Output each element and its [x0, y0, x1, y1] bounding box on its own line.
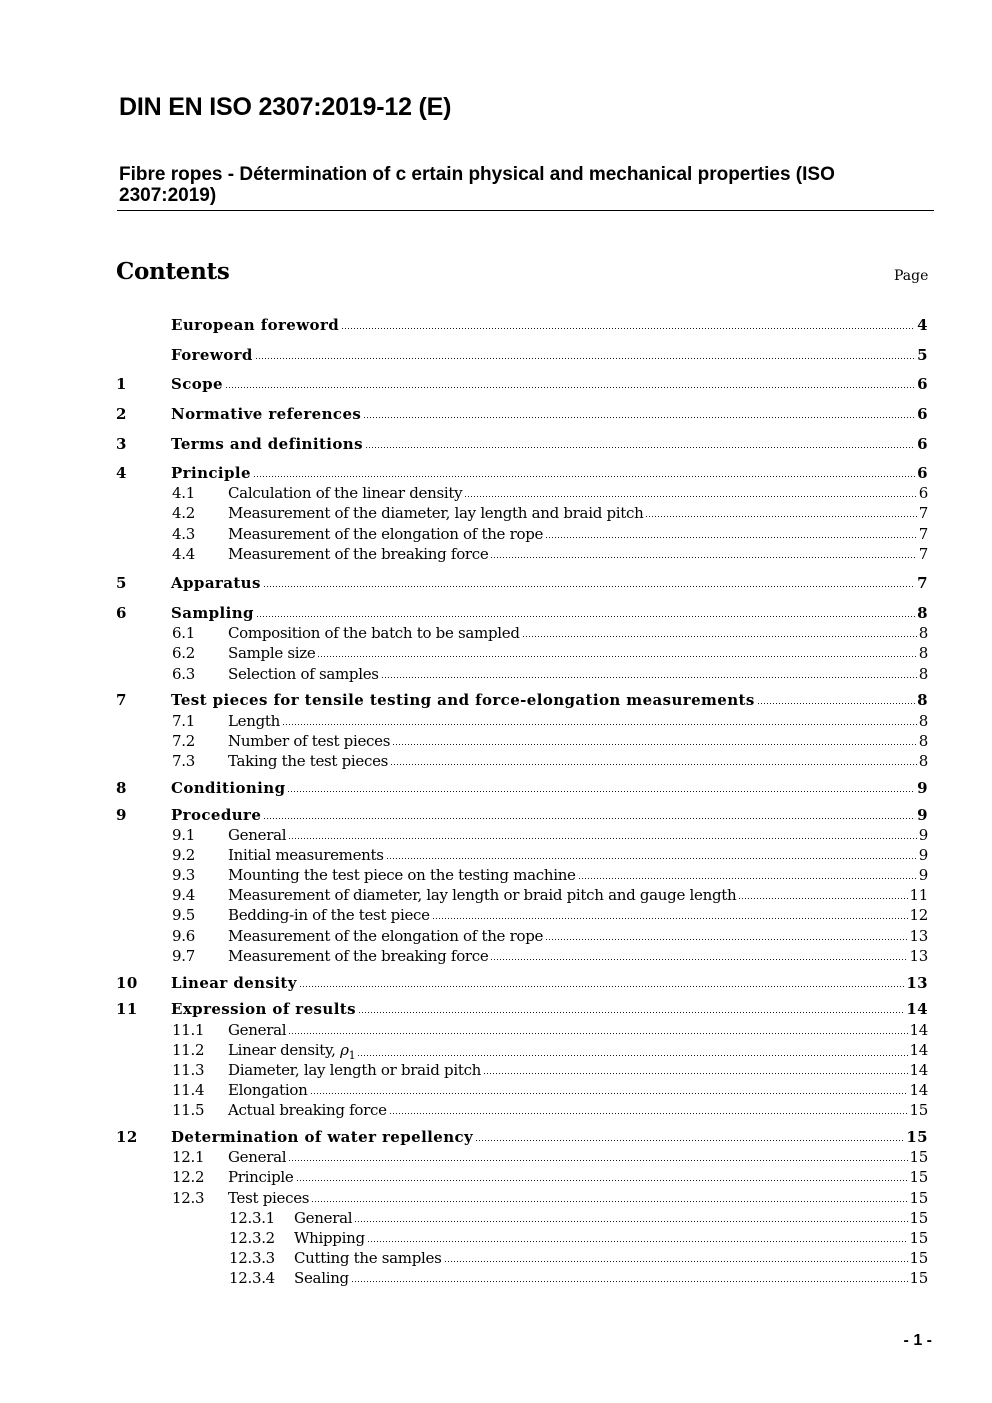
table-of-contents	[116, 0, 928, 1403]
toc-entry[interactable]	[116, 1248, 928, 1268]
toc-entry[interactable]	[116, 603, 928, 623]
toc-entry-title: Measurement of the breaking force	[228, 947, 489, 965]
toc-entry[interactable]	[116, 1188, 928, 1208]
toc-entry-number: 6.3	[172, 665, 195, 683]
dot-leader	[444, 1260, 908, 1263]
rho-symbol: ρ	[340, 1041, 349, 1059]
toc-entry-title: European foreword	[171, 316, 340, 334]
toc-entry[interactable]	[116, 573, 928, 593]
toc-entry-page: 14	[909, 1081, 928, 1099]
toc-entry-title: Measurement of diameter, lay length or braid pitch and gauge length	[228, 886, 737, 904]
toc-entry-page: 4	[917, 316, 928, 334]
toc-entry-title: Measurement of the breaking force	[228, 545, 489, 563]
dot-leader	[358, 1011, 904, 1014]
document-title: Fibre ropes - Détermination of c ertain physical and mechanical properties (ISO 2307:2019)	[119, 164, 835, 206]
toc-entry-title: Normative references	[171, 405, 362, 423]
toc-entry-page: 6	[918, 484, 928, 502]
toc-entry[interactable]	[116, 664, 928, 684]
dot-leader	[475, 1139, 904, 1142]
toc-entry-page: 7	[918, 545, 928, 563]
toc-entry-number: 11.4	[172, 1081, 205, 1099]
toc-entry[interactable]	[116, 1040, 928, 1060]
toc-entry-number: 9.1	[172, 826, 195, 844]
dot-leader	[317, 655, 916, 658]
dot-leader	[738, 897, 907, 900]
toc-entry-title: Cutting the samples	[294, 1249, 442, 1267]
toc-entry-number: 9.2	[172, 846, 195, 864]
toc-entry-number: 9.6	[172, 927, 195, 945]
dot-leader	[390, 763, 917, 766]
toc-entry-page: 13	[906, 974, 928, 992]
toc-entry-number: 7	[116, 691, 127, 709]
toc-entry-page: 6	[917, 375, 928, 393]
toc-entry[interactable]	[116, 623, 928, 643]
toc-entry-number: 11.3	[172, 1061, 205, 1079]
toc-entry-title: Diameter, lay length or braid pitch	[228, 1061, 482, 1079]
toc-entry-title: Measurement of the elongation of the rope	[228, 927, 544, 945]
toc-entry-page: 15	[909, 1101, 928, 1119]
toc-entry[interactable]	[116, 315, 928, 335]
toc-entry-title: Bedding-in of the test piece	[228, 906, 430, 924]
toc-entry-title: Determination of water repellency	[171, 1128, 474, 1146]
toc-entry-number: 12.2	[172, 1168, 205, 1186]
contents-heading: Contents	[116, 258, 230, 285]
dot-leader	[255, 357, 915, 360]
dot-leader	[288, 837, 917, 840]
toc-entry[interactable]	[116, 999, 928, 1019]
dot-leader	[432, 917, 908, 920]
toc-entry[interactable]	[116, 1020, 928, 1040]
toc-entry-page: 12	[909, 906, 928, 924]
toc-entry[interactable]	[116, 946, 928, 966]
toc-entry-title: Sampling	[171, 604, 254, 622]
toc-entry-number: 1	[116, 375, 127, 393]
toc-entry-page: 15	[909, 1249, 928, 1267]
toc-entry-title: Measurement of the elongation of the rope	[228, 525, 544, 543]
dot-leader	[288, 1159, 907, 1162]
toc-entry-number: 12.3	[172, 1189, 205, 1207]
toc-entry[interactable]	[116, 805, 928, 825]
toc-entry-title: Linear density, $\rho_1$	[228, 1041, 356, 1062]
toc-entry-page: 7	[917, 574, 928, 592]
toc-entry-page: 14	[909, 1061, 928, 1079]
toc-entry-page: 7	[918, 525, 928, 543]
dot-leader	[757, 702, 915, 705]
toc-entry-page: 9	[918, 866, 928, 884]
toc-entry[interactable]	[116, 524, 928, 544]
toc-entry-number: 7.3	[172, 752, 195, 770]
dot-leader	[363, 416, 915, 419]
toc-entry-number: 11	[116, 1000, 138, 1018]
toc-entry[interactable]	[116, 825, 928, 845]
toc-entry-page: 15	[909, 1168, 928, 1186]
toc-entry-title: Sample size	[228, 644, 316, 662]
page-column-label: Page	[894, 268, 929, 284]
toc-entry[interactable]	[116, 973, 928, 993]
toc-entry-title: Apparatus	[171, 574, 261, 592]
toc-entry-title: Principle	[171, 464, 251, 482]
dot-leader	[253, 475, 915, 478]
toc-entry-page: 8	[917, 691, 928, 709]
toc-entry-title: Mounting the test piece on the testing machine	[228, 866, 576, 884]
toc-entry-page: 7	[918, 504, 928, 522]
dot-leader	[263, 817, 915, 820]
toc-entry-page: 8	[917, 604, 928, 622]
dot-leader	[645, 515, 916, 518]
dot-leader	[522, 635, 917, 638]
dot-leader	[389, 1112, 908, 1115]
dot-leader	[256, 615, 915, 618]
toc-entry-number: 4	[116, 464, 127, 482]
toc-entry[interactable]	[116, 1080, 928, 1100]
toc-entry-title: Procedure	[171, 806, 262, 824]
toc-entry-page: 9	[917, 806, 928, 824]
toc-entry-page: 6	[917, 464, 928, 482]
dot-leader	[296, 1179, 908, 1182]
toc-entry-page: 8	[918, 624, 928, 642]
toc-entry[interactable]	[116, 643, 928, 663]
toc-entry-title: Whipping	[294, 1229, 365, 1247]
toc-entry[interactable]	[116, 905, 928, 925]
toc-entry[interactable]	[116, 503, 928, 523]
toc-entry-number: 4.3	[172, 525, 195, 543]
dot-leader	[354, 1220, 907, 1223]
toc-entry-number: 11.2	[172, 1041, 205, 1059]
toc-entry-number: 9.3	[172, 866, 195, 884]
toc-entry-title: Number of test pieces	[228, 732, 391, 750]
toc-entry-number: 9	[116, 806, 127, 824]
dot-leader	[545, 938, 907, 941]
toc-entry-title: General	[228, 826, 287, 844]
toc-entry-page: 6	[917, 405, 928, 423]
toc-entry-title: Actual breaking force	[228, 1101, 387, 1119]
dot-leader	[392, 743, 917, 746]
rho-subscript: 1	[348, 1049, 356, 1062]
toc-entry-title: General	[294, 1209, 353, 1227]
toc-entry-title: Scope	[171, 375, 224, 393]
toc-entry-page: 14	[909, 1021, 928, 1039]
dot-leader	[288, 1032, 907, 1035]
toc-entry[interactable]	[116, 345, 928, 365]
toc-entry[interactable]	[116, 434, 928, 454]
toc-entry-title: Principle	[228, 1168, 294, 1186]
toc-entry-number: 6	[116, 604, 127, 622]
dot-leader	[483, 1072, 907, 1075]
toc-entry-number: 6.2	[172, 644, 195, 662]
toc-entry-number: 11.5	[172, 1101, 205, 1119]
toc-entry-number: 7.1	[172, 712, 195, 730]
toc-entry-page: 15	[909, 1269, 928, 1287]
dot-leader	[299, 985, 904, 988]
toc-entry-title: Linear density	[171, 974, 297, 992]
toc-entry-number: 4.2	[172, 504, 195, 522]
toc-entry-title: General	[228, 1148, 287, 1166]
toc-entry-title: Selection of samples	[228, 665, 379, 683]
toc-entry-page: 9	[917, 779, 928, 797]
toc-entry-number: 9.4	[172, 886, 195, 904]
toc-entry[interactable]	[116, 1127, 928, 1147]
toc-entry-number: 7.2	[172, 732, 195, 750]
toc-entry-page: 8	[918, 665, 928, 683]
toc-entry-page: 15	[909, 1209, 928, 1227]
toc-entry-title: Length	[228, 712, 280, 730]
dot-leader	[287, 790, 915, 793]
toc-entry-title: Conditioning	[171, 779, 286, 797]
dot-leader	[367, 1240, 908, 1243]
toc-entry-page: 14	[906, 1000, 928, 1018]
toc-entry[interactable]	[116, 690, 928, 710]
toc-entry-title: Sealing	[294, 1269, 349, 1287]
dot-leader	[545, 536, 917, 539]
dot-leader	[386, 857, 917, 860]
toc-entry[interactable]	[116, 731, 928, 751]
toc-entry[interactable]	[116, 1268, 928, 1288]
toc-entry-title: Elongation	[228, 1081, 308, 1099]
toc-entry[interactable]	[116, 926, 928, 946]
toc-entry-number: 9.7	[172, 947, 195, 965]
toc-entry[interactable]	[116, 483, 928, 503]
document-id: DIN EN ISO 2307:2019-12 (E)	[119, 93, 452, 121]
toc-entry-title: Measurement of the diameter, lay length and braid pitch	[228, 504, 644, 522]
dot-leader	[282, 723, 917, 726]
dot-leader	[365, 446, 915, 449]
toc-entry-number: 12.1	[172, 1148, 205, 1166]
toc-entry-number: 8	[116, 779, 127, 797]
toc-entry[interactable]	[116, 1228, 928, 1248]
toc-entry-page: 6	[917, 435, 928, 453]
dot-leader	[464, 495, 917, 498]
toc-entry-page: 15	[909, 1148, 928, 1166]
toc-entry[interactable]	[116, 1147, 928, 1167]
toc-entry-number: 4.4	[172, 545, 195, 563]
toc-entry-title: Test pieces for tensile testing and force-elongation measurements	[171, 691, 755, 709]
toc-entry[interactable]	[116, 751, 928, 771]
toc-entry-page: 8	[918, 752, 928, 770]
toc-entry-title: Calculation of the linear density	[228, 484, 463, 502]
toc-entry-title: Taking the test pieces	[228, 752, 389, 770]
dot-leader	[225, 386, 915, 389]
toc-entry-page: 8	[918, 732, 928, 750]
toc-entry-page: 13	[909, 927, 928, 945]
toc-entry-page: 14	[909, 1041, 928, 1059]
dot-leader	[578, 877, 917, 880]
toc-entry-title: Test pieces	[228, 1189, 310, 1207]
toc-entry-page: 8	[918, 712, 928, 730]
toc-entry-number: 12.3.4	[229, 1269, 275, 1287]
toc-entry[interactable]	[116, 845, 928, 865]
page-number: - 1 -	[903, 1332, 932, 1349]
toc-entry-number: 4.1	[172, 484, 195, 502]
dot-leader	[310, 1092, 908, 1095]
toc-entry-number: 11.1	[172, 1021, 205, 1039]
toc-entry-page: 9	[918, 846, 928, 864]
toc-entry[interactable]	[116, 1208, 928, 1228]
toc-entry-number: 12	[116, 1128, 138, 1146]
toc-entry[interactable]	[116, 463, 928, 483]
toc-entry[interactable]	[116, 711, 928, 731]
toc-entry-page: 13	[909, 947, 928, 965]
toc-entry[interactable]	[116, 1167, 928, 1187]
dot-leader	[490, 556, 916, 559]
toc-entry[interactable]	[116, 865, 928, 885]
toc-entry-number: 12.3.2	[229, 1229, 275, 1247]
toc-entry-number: 3	[116, 435, 127, 453]
toc-entry[interactable]	[116, 1100, 928, 1120]
dot-leader	[311, 1200, 907, 1203]
dot-leader	[381, 676, 917, 679]
toc-entry[interactable]	[116, 1060, 928, 1080]
toc-entry-page: 15	[909, 1229, 928, 1247]
toc-entry-number: 10	[116, 974, 138, 992]
toc-entry-title: General	[228, 1021, 287, 1039]
toc-entry-page: 8	[918, 644, 928, 662]
toc-entry-page: 11	[909, 886, 928, 904]
dot-leader	[490, 958, 907, 961]
toc-entry-number: 2	[116, 405, 127, 423]
toc-entry[interactable]	[116, 404, 928, 424]
dot-leader	[341, 327, 915, 330]
toc-entry-title: Composition of the batch to be sampled	[228, 624, 520, 642]
toc-entry-number: 12.3.3	[229, 1249, 275, 1267]
dot-leader	[263, 585, 915, 588]
toc-entry-title: Foreword	[171, 346, 253, 364]
toc-entry-number: 9.5	[172, 906, 195, 924]
toc-entry[interactable]	[116, 544, 928, 564]
toc-entry[interactable]	[116, 374, 928, 394]
toc-entry-page: 15	[906, 1128, 928, 1146]
toc-entry-title: Expression of results	[171, 1000, 356, 1018]
dot-leader	[351, 1280, 908, 1283]
toc-entry-title: Initial measurements	[228, 846, 384, 864]
toc-entry-page: 15	[909, 1189, 928, 1207]
dot-leader	[357, 1054, 907, 1057]
toc-entry-number: 6.1	[172, 624, 195, 642]
toc-entry-page: 5	[917, 346, 928, 364]
toc-entry-number: 5	[116, 574, 127, 592]
toc-entry[interactable]	[116, 778, 928, 798]
toc-entry-page: 9	[918, 826, 928, 844]
toc-entry-number: 12.3.1	[229, 1209, 275, 1227]
toc-entry-title: Terms and definitions	[171, 435, 363, 453]
toc-entry[interactable]	[116, 885, 928, 905]
